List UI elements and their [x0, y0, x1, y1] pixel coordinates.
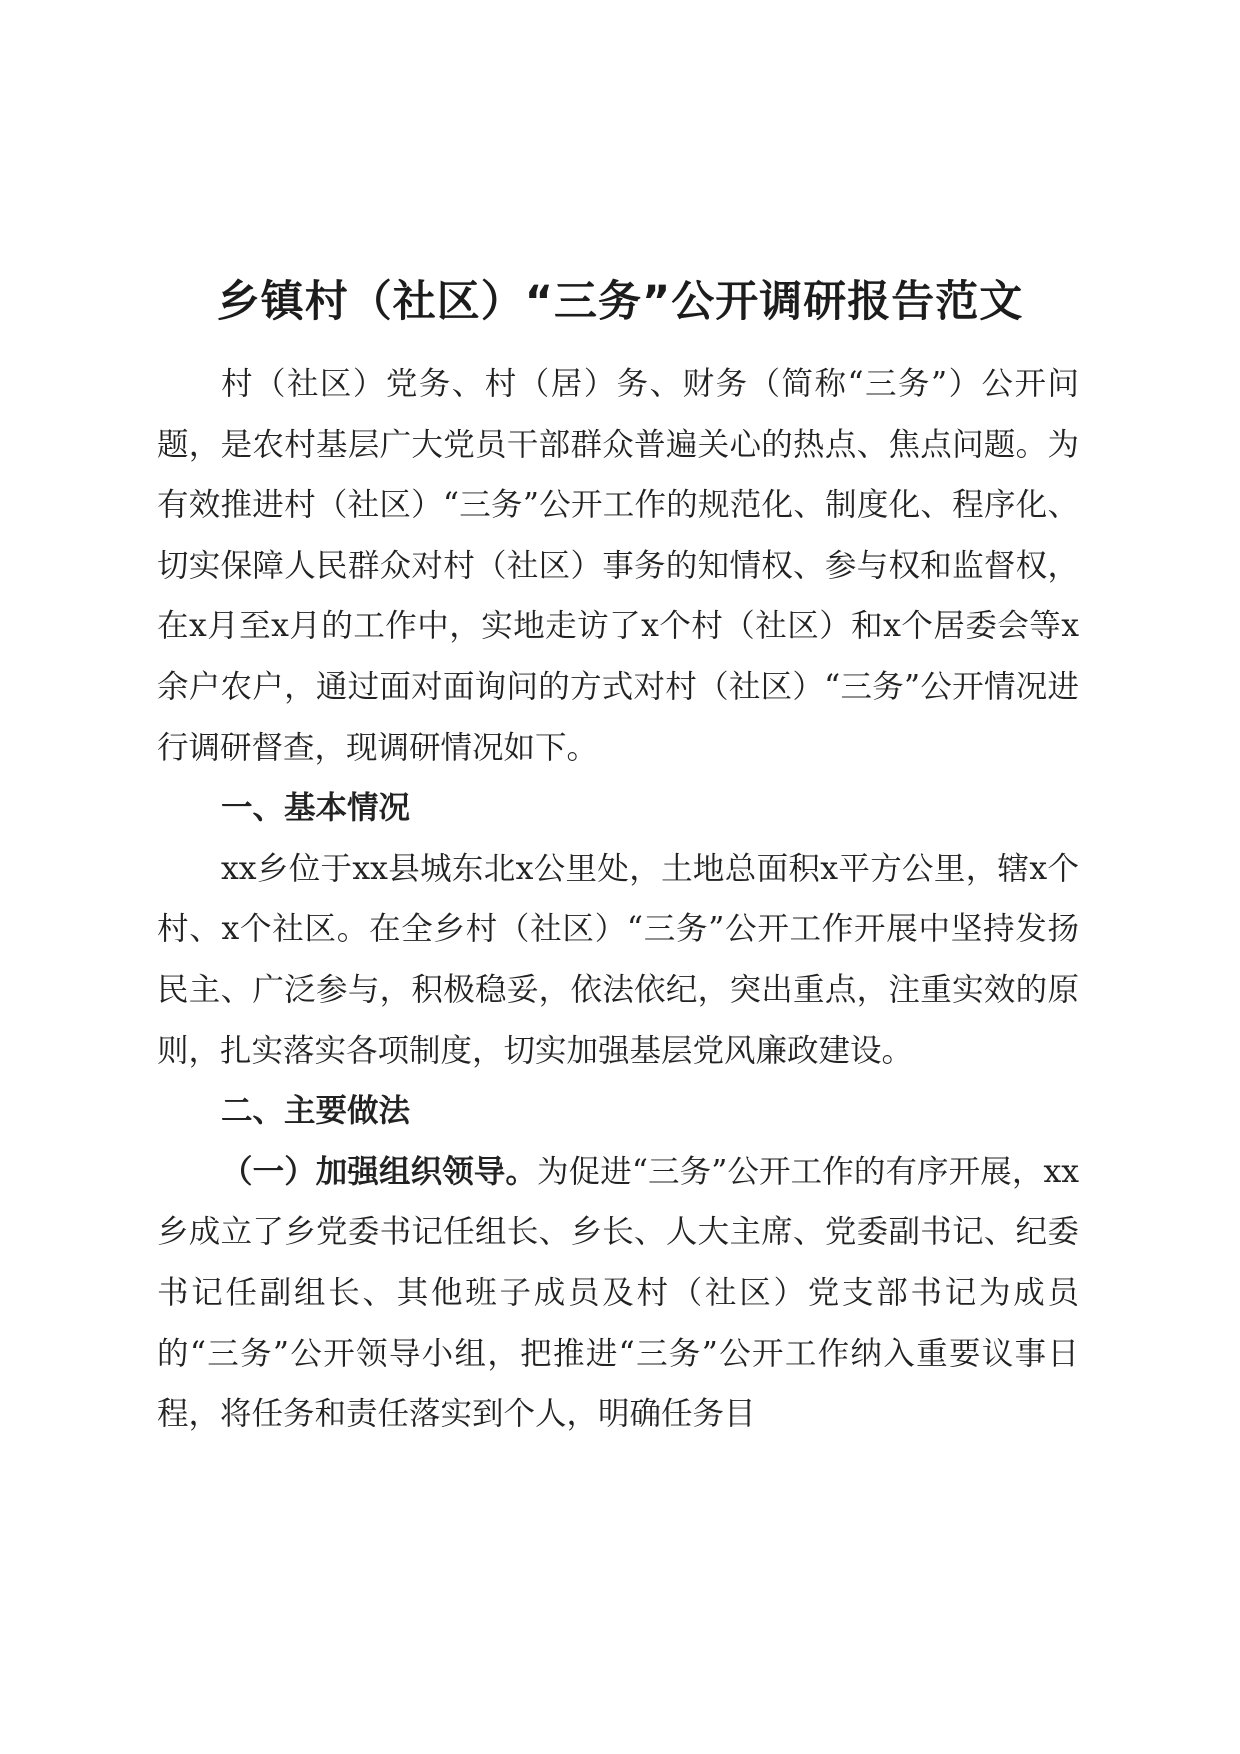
basic-situation-paragraph: xx乡位于xx县城东北x公里处，土地总面积x平方公里，辖x个村、x个社区。在全乡村（社区）“三务”公开工作开展中坚持发扬民主、广泛参与，积极稳妥，依法依纪，突出重点，注重实效的原则，扎实落实各项制度，切实加强基层党风廉政建设。 — [157, 850, 1079, 1069]
document-body — [157, 354, 1079, 1445]
subsection-lead: （一）加强组织领导。 — [221, 1153, 538, 1190]
document-title: 乡镇村（社区）“三务”公开调研报告范文 — [216, 277, 1024, 327]
section-heading-main-practices: 二、主要做法 — [221, 1093, 411, 1130]
intro-paragraph: 村（社区）党务、村（居）务、财务（简称“三务”）公开问题，是农村基层广大党员干部群众普遍关心的热点、焦点问题。为有效推进村（社区）“三务”公开工作的规范化、制度化、程序化、切实保障人民群众对村（社区）事务的知情权、参与权和监督权，在x月至x月的工作中，实地走访了x个村（社区）和x个居委会等x余户农户，通过面对面询问的方式对村（社区）“三务”公开情况进行调研督查，现调研情况如下。 — [157, 366, 1079, 766]
subsection-text: 为促进“三务”公开工作的有序开展，xx乡成立了乡党委书记任组长、乡长、人大主席、党委副书记、纪委书记任副组长、其他班子成员及村（社区）党支部书记为成员的“三务”公开领导小组，把推进“三务”公开工作纳入重要议事日程，将任务和责任落实到个人，明确任务目 — [157, 1153, 1079, 1433]
main-practices-paragraph — [157, 1142, 1079, 1445]
section-heading-basic-situation: 一、基本情况 — [221, 790, 411, 827]
